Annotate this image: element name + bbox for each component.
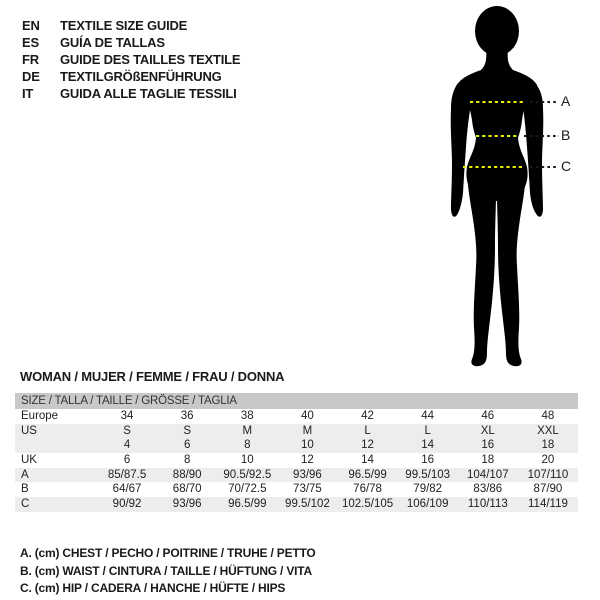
lang-code: ES [22,35,39,50]
cell: 107/110 [527,468,569,481]
cell: 93/96 [172,498,202,511]
cell: M [302,424,313,437]
lang-title: GUIDA ALLE TAGLIE TESSILI [60,86,237,101]
lang-row-fr [22,51,240,68]
cell: 10 [240,454,254,467]
cell: 12 [301,454,314,467]
cell: S [183,424,192,437]
cell: 106/109 [406,498,449,511]
cell: L [364,424,371,437]
silhouette-right-arm [523,83,543,217]
cell: 14 [421,439,435,452]
cell: 18 [481,454,495,467]
lang-code: FR [22,52,39,67]
cell: S [123,424,131,437]
woman-silhouette-svg [420,4,580,370]
cell: 42 [361,410,374,422]
cell: 96.5/99 [348,468,387,481]
cell: 16 [481,439,495,452]
cell: 14 [361,454,374,467]
silhouette-left-arm [451,83,471,217]
cell: 90.5/92.5 [223,468,272,481]
row-label: Europe [21,410,59,422]
cell: 4 [123,439,131,452]
measurement-legend [20,545,316,598]
table-row-waist [15,482,578,497]
table-header: SIZE / TALLA / TAILLE / GRÖSSE / TAGLIA [15,393,578,409]
table-row-uk [15,453,578,468]
table-row-chest [15,468,578,483]
cell: 99.5/103 [405,468,451,481]
lang-code: DE [22,69,40,84]
cell: 16 [421,454,435,467]
measurement-figure [420,4,595,370]
cell: 6 [183,439,191,452]
table-row-europe [15,409,578,424]
cell: 46 [481,410,495,422]
cell: 12 [361,439,374,452]
table-row-us-letters [15,424,578,439]
cell: XL [480,424,495,437]
lang-title: TEXTILE SIZE GUIDE [60,18,188,33]
cell: 79/82 [413,483,443,496]
lang-title: TEXTILGRÖßENFÜHRUNG [60,69,222,84]
lang-row-es [22,34,240,51]
cell: 40 [301,410,314,422]
cell: 93/96 [293,468,322,481]
cell: 38 [240,410,254,422]
cell: 18 [541,439,555,452]
cell: 8 [183,454,191,467]
lang-row-it [22,85,240,102]
marker-label-a: A [561,93,571,109]
cell: 96.5/99 [228,498,267,511]
cell: M [242,424,253,437]
cell: 104/107 [467,468,509,481]
silhouette-left-leg [467,164,496,366]
legend-line-hip: C. (cm) HIP / CADERA / HANCHE / HÜFTE / HIPS [20,581,286,595]
marker-label-c: C [561,158,572,174]
row-label: US [21,424,37,437]
cell: 102.5/105 [341,498,394,511]
row-label: UK [21,454,37,467]
cell: 48 [541,410,555,422]
cell: 76/78 [353,483,382,496]
cell: 6 [123,454,131,467]
cell: 34 [120,410,134,422]
row-label [15,438,97,453]
cell: 114/119 [528,498,568,511]
cell: 10 [301,439,314,452]
lang-code: EN [22,18,40,33]
legend-line-waist: B. (cm) WAIST / CINTURA / TAILLE / HÜFTUNG / VITA [20,563,312,578]
lang-title: GUIDE DES TAILLES TEXTILE [60,52,241,67]
silhouette-right-leg [497,164,526,366]
row-label: C [21,498,30,511]
language-title-block [22,17,240,102]
cell: 99.5/102 [285,498,330,511]
cell: 88/90 [172,468,202,481]
row-label: B [21,483,29,496]
size-table [15,393,578,512]
row-label: A [21,468,29,481]
cell: 20 [541,454,555,467]
lang-row-de [22,68,240,85]
marker-label-b: B [561,127,571,143]
table-row-us-numbers [15,438,578,453]
legend-line-chest: A. (cm) CHEST / PECHO / POITRINE / TRUHE / PETTO [20,546,316,560]
lang-title: GUÍA DE TALLAS [60,35,165,50]
lang-row-en [22,17,240,34]
cell: 8 [244,439,251,452]
cell: 44 [421,410,435,422]
cell: 64/67 [112,483,142,496]
cell: 68/70 [172,483,202,496]
cell: 70/72.5 [228,483,267,496]
cell: L [424,424,431,437]
cell: 110/113 [467,498,508,511]
cell: XXL [537,424,559,437]
lang-code: IT [22,86,34,101]
cell: 85/87.5 [107,468,147,481]
table-row-hip [15,497,578,512]
cell: 36 [180,410,194,422]
cell: 87/90 [533,483,563,496]
cell: 73/75 [293,483,322,496]
table-title: WOMAN / MUJER / FEMME / FRAU / DONNA [20,369,285,384]
cell: 83/86 [473,483,503,496]
cell: 90/92 [112,498,142,511]
